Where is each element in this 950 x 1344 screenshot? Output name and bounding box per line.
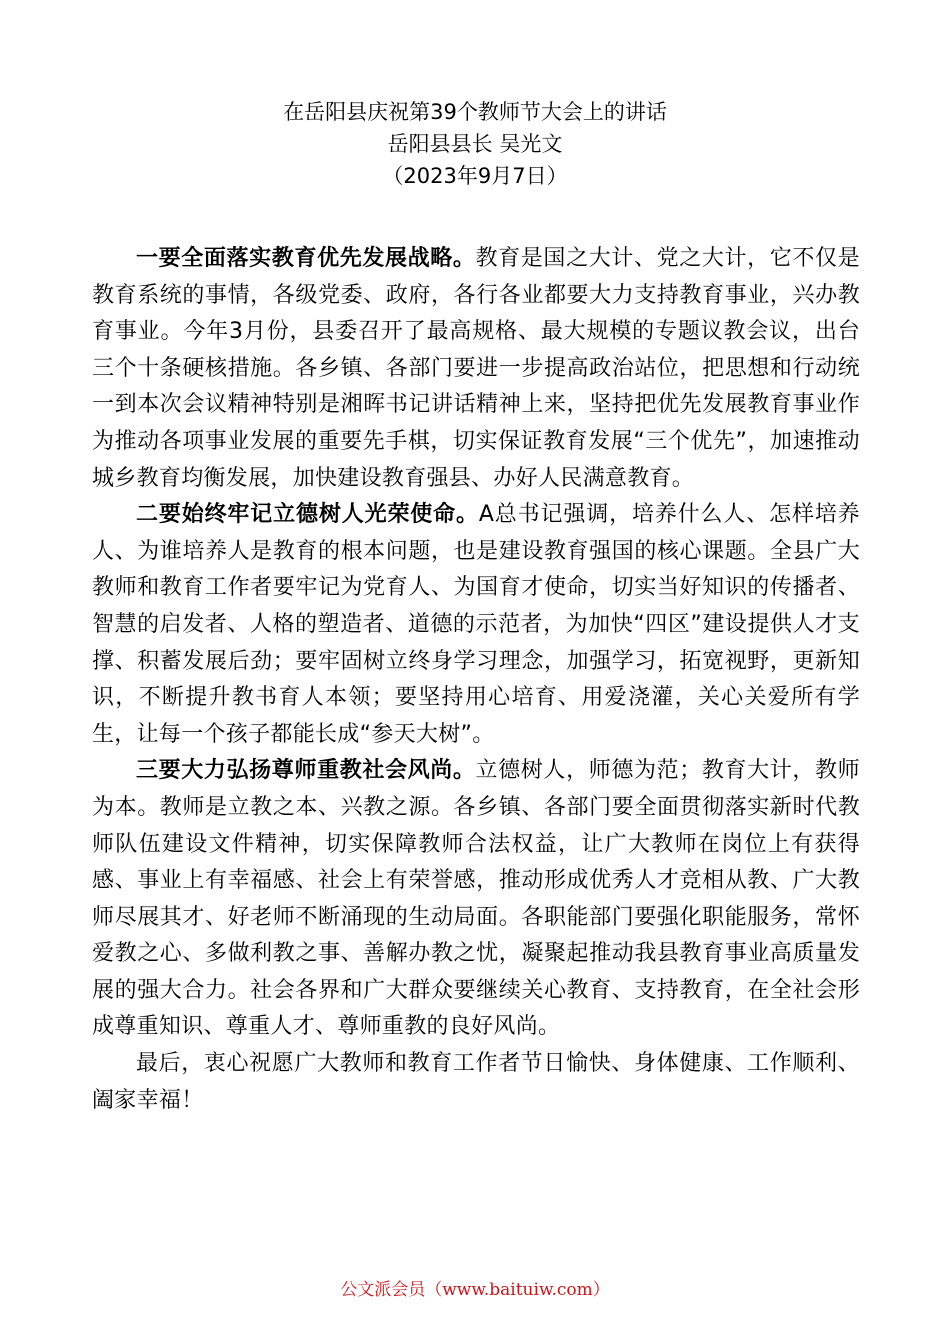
paragraph-heading: 二要始终牢记立德树人光荣使命。 [136,502,479,528]
paragraph-3 [92,753,860,1046]
paragraph-2 [92,497,860,753]
speech-title: 在岳阳县庆祝第39个教师节大会上的讲话 [283,100,667,124]
watermark-footer: 公文派会员（www.baituiw.com） [340,1280,610,1300]
paragraph-text: A总书记强调，培养什么人、怎样培养人、为谁培养人是教育的根本问题，也是建设教育强国的核心课题。全县广大教师和教育工作者要牢记为党育人、为国育才使命，切实当好知识的传播者、智慧的启发者、人格的塑造者、道德的示范者，为加快“四区”建设提供人才支撑、积蓄发展后劲；要牢固树立终身学习理念，加强学习，拓宽视野，更新知识，不断提升教书育人本领；要坚持用心培育、用爱浇灌，关心关爱所有学生，让每一个孩子都能长成“参天大树”。 [92,502,860,747]
speech-date: （2023年9月7日） [382,164,568,188]
paragraph-1 [92,241,860,497]
paragraph-text: 教育是国之大计、党之大计，它不仅是教育系统的事情，各级党委、政府，各行各业都要大力支持教育事业，兴办教育事业。今年3月份，县委召开了最高规格、最大规模的专题议教会议，出台三个十条硬核措施。各乡镇、各部门要进一步提高政治站位，把思想和行动统一到本次会议精神特别是湘晖书记讲话精神上来，坚持把优先发展教育事业作为推动各项事业发展的重要先手棋，切实保证教育发展“三个优先”，加速推动城乡教育均衡发展，加快建设教育强县、办好人民满意教育。 [92,246,860,491]
document-header [0,96,950,192]
paragraph-text: 最后，衷心祝愿广大教师和教育工作者节日愉快、身体健康、工作顺利、阖家幸福！ [92,1051,860,1113]
paragraph-closing [92,1046,860,1119]
paragraph-heading: 三要大力弘扬尊师重教社会风尚。 [136,758,476,784]
paragraph-heading: 一要全面落实教育优先发展战略。 [136,246,476,271]
paragraph-text: 立德树人，师德为范；教育大计，教师为本。教师是立教之本、兴教之源。各乡镇、各部门要全面贯彻落实新时代教师队伍建设文件精神，切实保障教师合法权益，让广大教师在岗位上有获得感、事业上有幸福感、社会上有荣誉感，推动形成优秀人才竞相从教、广大教师尽展其才、好老师不断涌现的生动局面。各职能部门要强化职能服务，常怀爱教之心、多做利教之事、善解办教之忧，凝聚起推动我县教育事业高质量发展的强大合力。社会各界和广大群众要继续关心教育、支持教育，在全社会形成尊重知识、尊重人才、尊师重教的良好风尚。 [92,758,860,1040]
speaker-line: 岳阳县县长 吴光文 [387,132,563,156]
speech-body [92,241,860,1119]
